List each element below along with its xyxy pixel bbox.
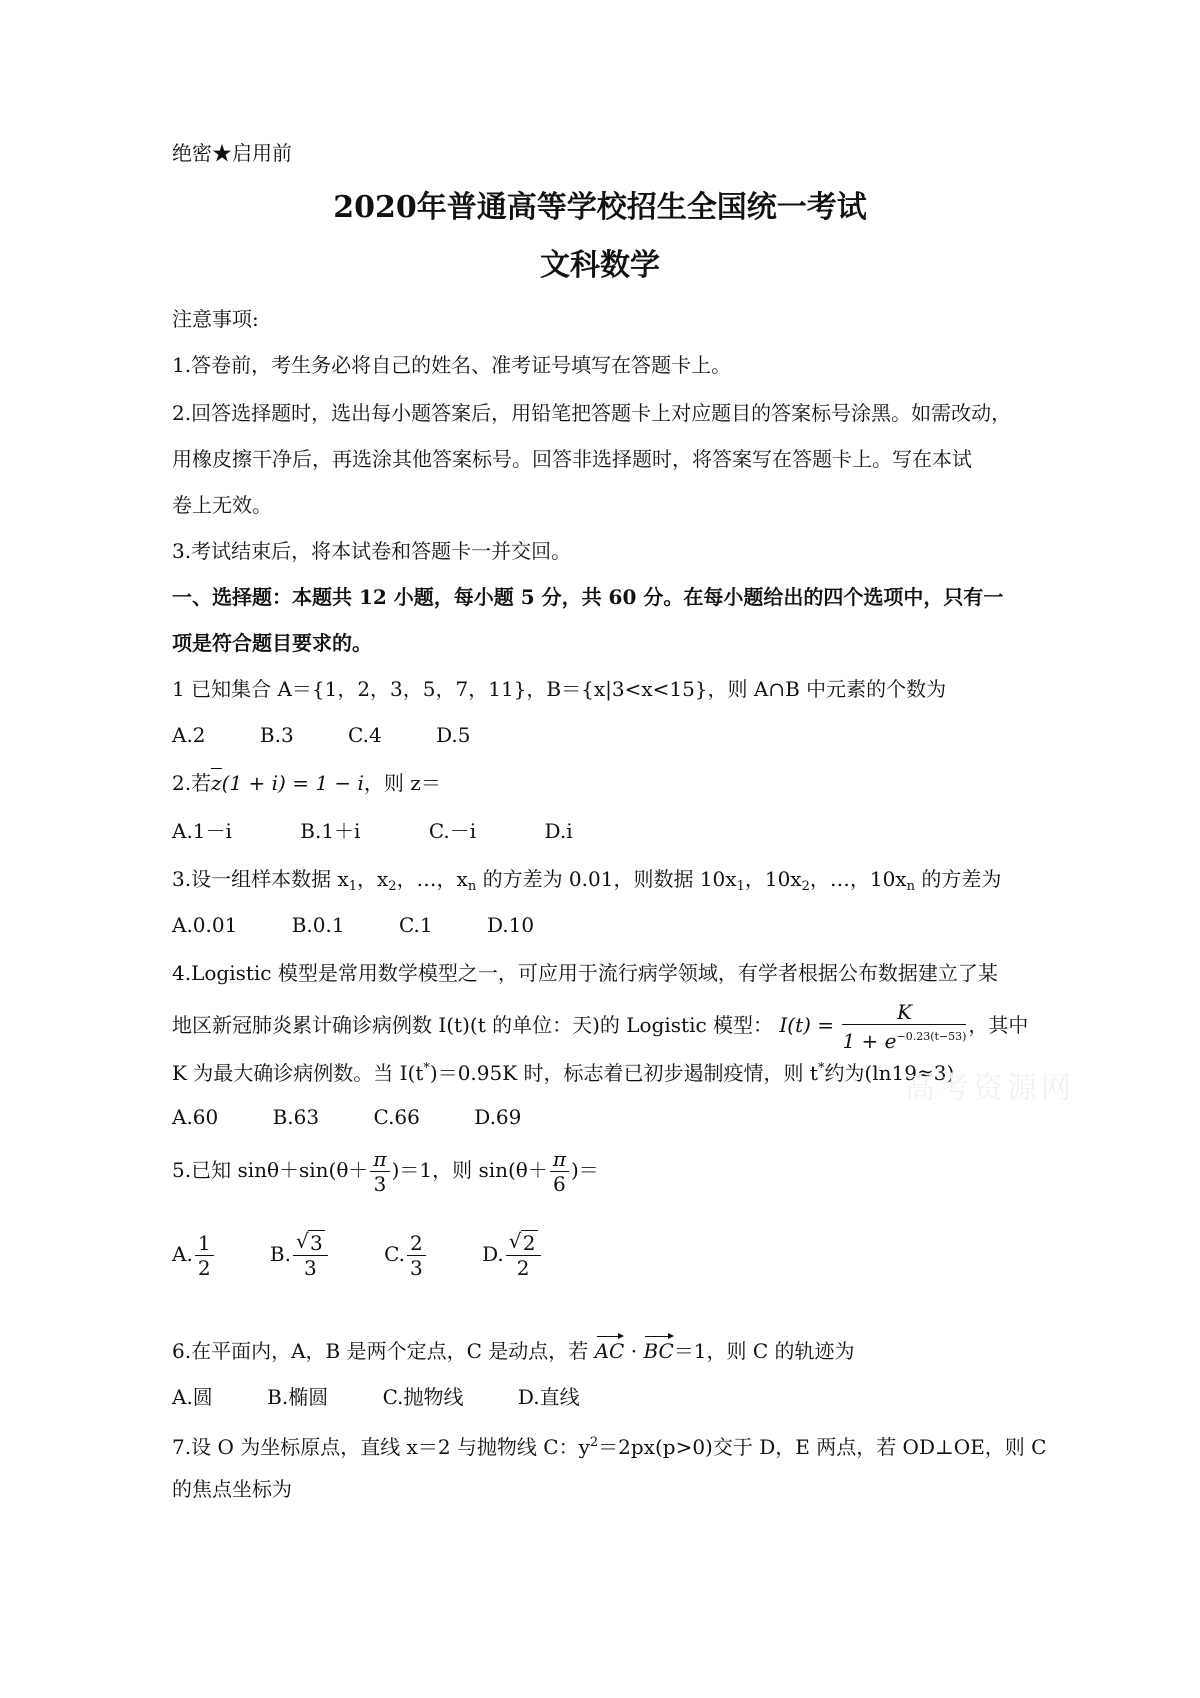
- question-5-stem: [172, 1142, 599, 1198]
- option-a: A.2: [172, 723, 206, 747]
- section-heading-line-2: 项是符合题目要求的。: [172, 631, 372, 655]
- option-fraction: [195, 1231, 214, 1280]
- denominator-base: 1 + e: [842, 1029, 897, 1053]
- section-heading-line-1: 一、选择题：本题共 12 小题，每小题 5 分，共 60 分。在每小题给出的四个选项中，只有一: [172, 585, 1004, 609]
- note-2-line-1: 2.回答选择题时，选出每小题答案后，用铅笔把答题卡上对应题目的答案标号涂黑。如需改动，: [172, 401, 1012, 425]
- fraction-numerator: π: [550, 1147, 569, 1172]
- note-2-line-2: 用橡皮擦干净后，再选涂其他答案标号。回答非选择题时，将答案写在答题卡上。写在本试: [172, 447, 972, 471]
- dot-operator: ·: [630, 1339, 638, 1363]
- option-a: [172, 1226, 216, 1282]
- option-label: B.: [269, 1242, 291, 1266]
- question-6-stem: [172, 1334, 855, 1364]
- q2-suffix: ，则 z＝: [363, 771, 441, 795]
- question-5-options: [172, 1226, 591, 1282]
- fraction-denominator: [842, 1025, 966, 1053]
- question-7-line-1: [172, 1430, 1046, 1460]
- question-3-stem: [172, 866, 1001, 900]
- question-4-options: [172, 1104, 569, 1130]
- subscript: 1: [348, 879, 357, 894]
- option-c: C.66: [373, 1105, 420, 1129]
- fraction-denominator: 6: [553, 1172, 566, 1196]
- q7-text: ＝2px(p>0)交于 D，E 两点，若 OD⊥OE，则 C: [598, 1435, 1047, 1459]
- z-conjugate: z: [211, 771, 222, 795]
- q5-text: 5.已知 sinθ＋sin(θ＋: [172, 1158, 369, 1182]
- superscript: 2: [589, 1435, 599, 1450]
- fraction-denominator: 3: [410, 1256, 423, 1280]
- question-4-line-1: 4.Logistic 模型是常用数学模型之一，可应用于流行病学领域，有学者根据公布数据建立了某: [172, 961, 998, 985]
- note-1: 1.答卷前，考生务必将自己的姓名、准考证号填写在答题卡上。: [172, 353, 732, 377]
- question-6-options: [172, 1384, 628, 1410]
- q6-text: ＝1，则 C 的轨迹为: [673, 1339, 855, 1363]
- question-1-options: [172, 722, 518, 748]
- option-c: [384, 1226, 428, 1282]
- q3-text: 的方差为: [914, 867, 1002, 891]
- fraction-denominator: 2: [516, 1256, 530, 1280]
- subscript: 2: [801, 879, 810, 894]
- q3-text: 的方差为 0.01，则数据 10x: [476, 867, 737, 891]
- subscript: n: [906, 879, 915, 894]
- option-a: A.圆: [172, 1385, 213, 1409]
- option-d: D.69: [474, 1105, 522, 1129]
- fraction-numerator: [506, 1231, 541, 1256]
- fraction-numerator: π: [370, 1147, 389, 1172]
- q3-text: ，x: [357, 867, 389, 891]
- option-label: D.: [482, 1242, 504, 1266]
- q3-text: ，…，x: [396, 867, 468, 891]
- q4-text: 地区新冠肺炎累计确诊病例数 I(t)(t 的单位：天)的 Logistic 模型：: [172, 1013, 774, 1037]
- question-4-line-3: [172, 1056, 954, 1086]
- option-label: C.: [384, 1242, 406, 1266]
- superscript: *: [817, 1061, 825, 1076]
- fraction-pi-over-3: [370, 1147, 389, 1196]
- note-3: 3.考试结束后，将本试卷和答题卡一并交回。: [172, 539, 572, 563]
- exam-title: 2020年普通高等学校招生全国统一考试: [333, 190, 867, 225]
- q4-text: 约为(ln19≈3): [824, 1061, 955, 1085]
- option-c: C.－i: [428, 819, 477, 843]
- radicand: 3: [309, 1231, 323, 1255]
- q4-text: ，其中: [968, 1013, 1029, 1037]
- option-c: C.1: [398, 913, 433, 937]
- confidential-label: 绝密★启用前: [172, 141, 292, 165]
- option-d: D.i: [544, 819, 573, 843]
- question-2-stem: [172, 770, 441, 796]
- option-d: D.10: [486, 913, 535, 937]
- fraction-numerator: 1: [195, 1231, 214, 1256]
- question-1-stem: 1 已知集合 A＝{1，2，3，5，7，11}，B＝{x|3<x<15}，则 A∩B 中元素的个数为: [172, 677, 947, 701]
- option-fraction: [506, 1231, 541, 1280]
- q7-text: 7.设 O 为坐标原点，直线 x＝2 与抛物线 C：y: [172, 1435, 590, 1459]
- logistic-formula-fraction: [842, 1000, 966, 1053]
- fraction-numerator: K: [842, 1000, 966, 1025]
- radicand: 2: [522, 1231, 536, 1255]
- question-3-options: [172, 912, 582, 938]
- logistic-formula-lhs: I(t) =: [779, 1013, 835, 1037]
- option-b: B.1＋i: [300, 819, 361, 843]
- option-b: B.3: [259, 723, 294, 747]
- q3-text: ，10x: [744, 867, 802, 891]
- option-d: [482, 1226, 542, 1282]
- option-b: [270, 1226, 330, 1282]
- q4-text: K 为最大确诊病例数。当 I(t: [172, 1061, 424, 1085]
- option-label: A.: [172, 1242, 193, 1266]
- option-b: B.0.1: [291, 913, 345, 937]
- note-2-line-3: 卷上无效。: [172, 493, 272, 517]
- fraction-numerator: 2: [407, 1231, 426, 1256]
- fraction-denominator: 2: [197, 1256, 211, 1280]
- option-d: D.5: [436, 723, 471, 747]
- exam-subject: 文科数学: [540, 248, 660, 283]
- option-a: A.1－i: [172, 819, 232, 843]
- fraction-numerator: [293, 1231, 328, 1256]
- q5-text: )＝: [571, 1158, 599, 1182]
- q3-text: ，…，10x: [809, 867, 907, 891]
- option-a: A.60: [172, 1105, 219, 1129]
- subscript: 1: [736, 879, 745, 894]
- option-fraction: [293, 1231, 328, 1280]
- option-b: B.椭圆: [267, 1385, 329, 1409]
- option-c: C.4: [348, 723, 382, 747]
- q5-text: )＝1，则 sin(θ＋: [391, 1158, 548, 1182]
- option-a: A.0.01: [172, 913, 238, 937]
- notes-heading: 注意事项:: [172, 307, 259, 331]
- option-fraction: [407, 1231, 426, 1280]
- option-b: B.63: [272, 1105, 320, 1129]
- q3-text: 3.设一组样本数据 x: [172, 867, 349, 891]
- question-2-options: [172, 818, 621, 844]
- watermark: 高考资源网: [905, 1071, 1075, 1106]
- option-d: D.直线: [517, 1385, 580, 1409]
- fraction-denominator: 3: [373, 1172, 387, 1196]
- fraction-pi-over-6: [550, 1147, 569, 1196]
- subscript: n: [467, 879, 477, 894]
- vector-bc: BC: [643, 1334, 673, 1364]
- q6-text: 6.在平面内，A，B 是两个定点，C 是动点，若: [172, 1339, 589, 1363]
- subscript: 2: [388, 879, 397, 894]
- fraction-denominator: 3: [303, 1256, 317, 1280]
- q2-prefix: 2.若: [172, 771, 212, 795]
- option-c: C.抛物线: [382, 1385, 464, 1409]
- question-7-line-2: 的焦点坐标为: [172, 1477, 292, 1501]
- question-4-line-2: [172, 1000, 1028, 1053]
- sqrt-symbol: √ 3: [295, 1229, 323, 1255]
- q2-equation: (1 + i) = 1 − i: [221, 771, 364, 795]
- superscript: *: [423, 1061, 430, 1076]
- q4-text: )＝0.95K 时，标志着已初步遏制疫情，则 t: [429, 1061, 818, 1085]
- sqrt-symbol: √ 2: [508, 1229, 536, 1255]
- exponent: −0.23(t−53): [896, 1030, 967, 1043]
- vector-ac: AC: [595, 1334, 625, 1364]
